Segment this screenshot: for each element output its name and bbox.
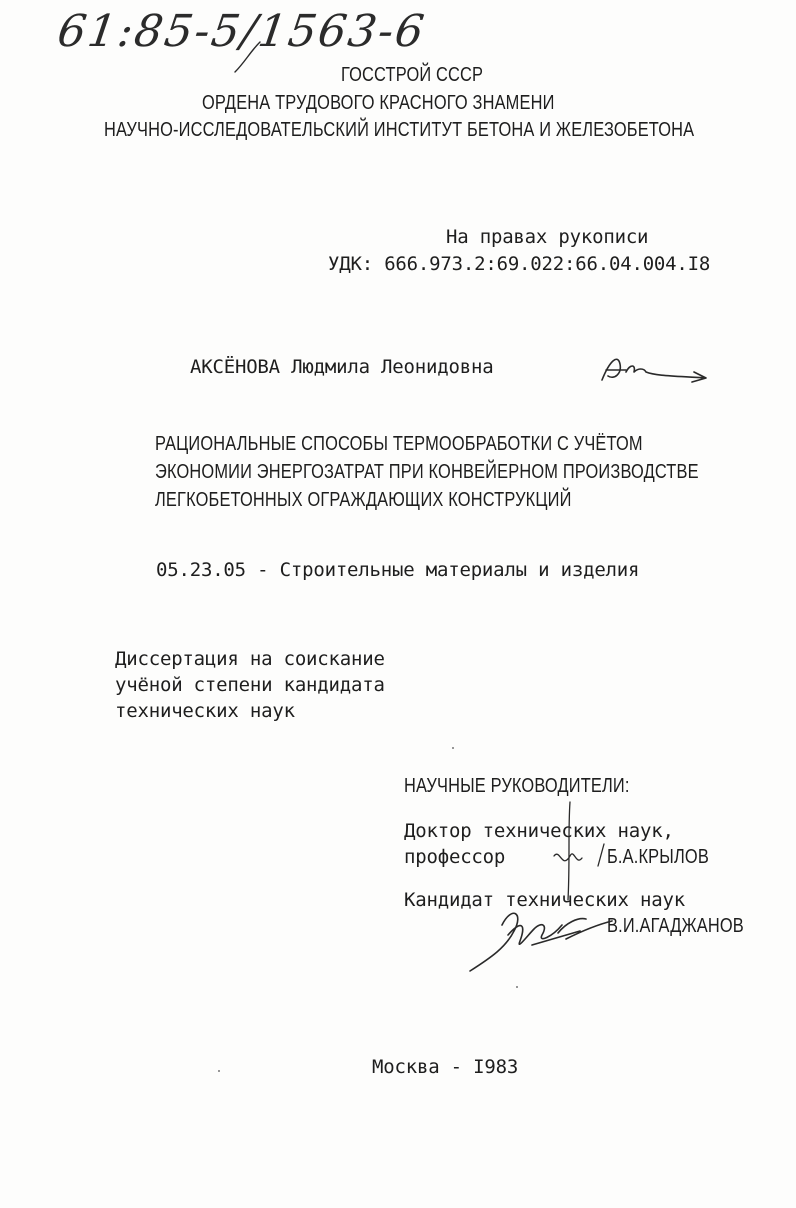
degree-line-2: учёной степени кандидата <box>115 674 385 696</box>
supervisor-2-title: Кандидат технических наук <box>404 889 685 911</box>
supervisor-2-signature <box>462 895 622 985</box>
supervisor-2-name: В.И.АГАДЖАНОВ <box>607 915 744 937</box>
scan-speck <box>516 986 518 988</box>
scan-speck <box>218 1070 220 1072</box>
author-name: АКСЁНОВА Людмила Леонидовна <box>190 356 494 378</box>
supervisor-1-name: Б.А.КРЫЛОВ <box>607 846 709 868</box>
archive-code-handwritten: 61:85-5/1563-6 <box>54 6 429 57</box>
degree-line-1: Диссертация на соискание <box>115 648 385 670</box>
scan-speck <box>452 747 454 749</box>
supervisors-heading: НАУЧНЫЕ РУКОВОДИТЕЛИ: <box>404 775 630 797</box>
author-signature <box>596 350 716 390</box>
header-line-1: ГОССТРОЙ СССР <box>341 64 484 86</box>
header-line-2: ОРДЕНА ТРУДОВОГО КРАСНОГО ЗНАМЕНИ <box>202 92 555 114</box>
title-line-2: ЭКОНОМИИ ЭНЕРГОЗАТРАТ ПРИ КОНВЕЙЕРНОМ ПРОИЗВОДСТВЕ <box>155 461 699 483</box>
title-line-1: РАЦИОНАЛЬНЫЕ СПОСОБЫ ТЕРМООБРАБОТКИ С УЧЁТОМ <box>155 433 643 455</box>
header-line-3: НАУЧНО-ИССЛЕДОВАТЕЛЬСКИЙ ИНСТИТУТ БЕТОНА И ЖЕЛЕЗОБЕТОНА <box>104 119 695 141</box>
supervisor-1-title: Доктор технических наук, <box>404 820 674 842</box>
manuscript-rights-note: На правах рукописи <box>446 226 649 248</box>
title-line-3: ЛЕГКОБЕТОННЫХ ОГРАЖДАЮЩИХ КОНСТРУКЦИЙ <box>155 489 572 511</box>
city-and-year: Москва - I983 <box>372 1056 519 1078</box>
supervisor-1-rank: профессор <box>404 846 506 868</box>
degree-line-3: технических наук <box>115 700 295 722</box>
udk-code: УДК: 666.973.2:69.022:66.04.004.I8 <box>328 253 711 275</box>
specialty-code: 05.23.05 - Строительные материалы и изделия <box>156 559 640 581</box>
